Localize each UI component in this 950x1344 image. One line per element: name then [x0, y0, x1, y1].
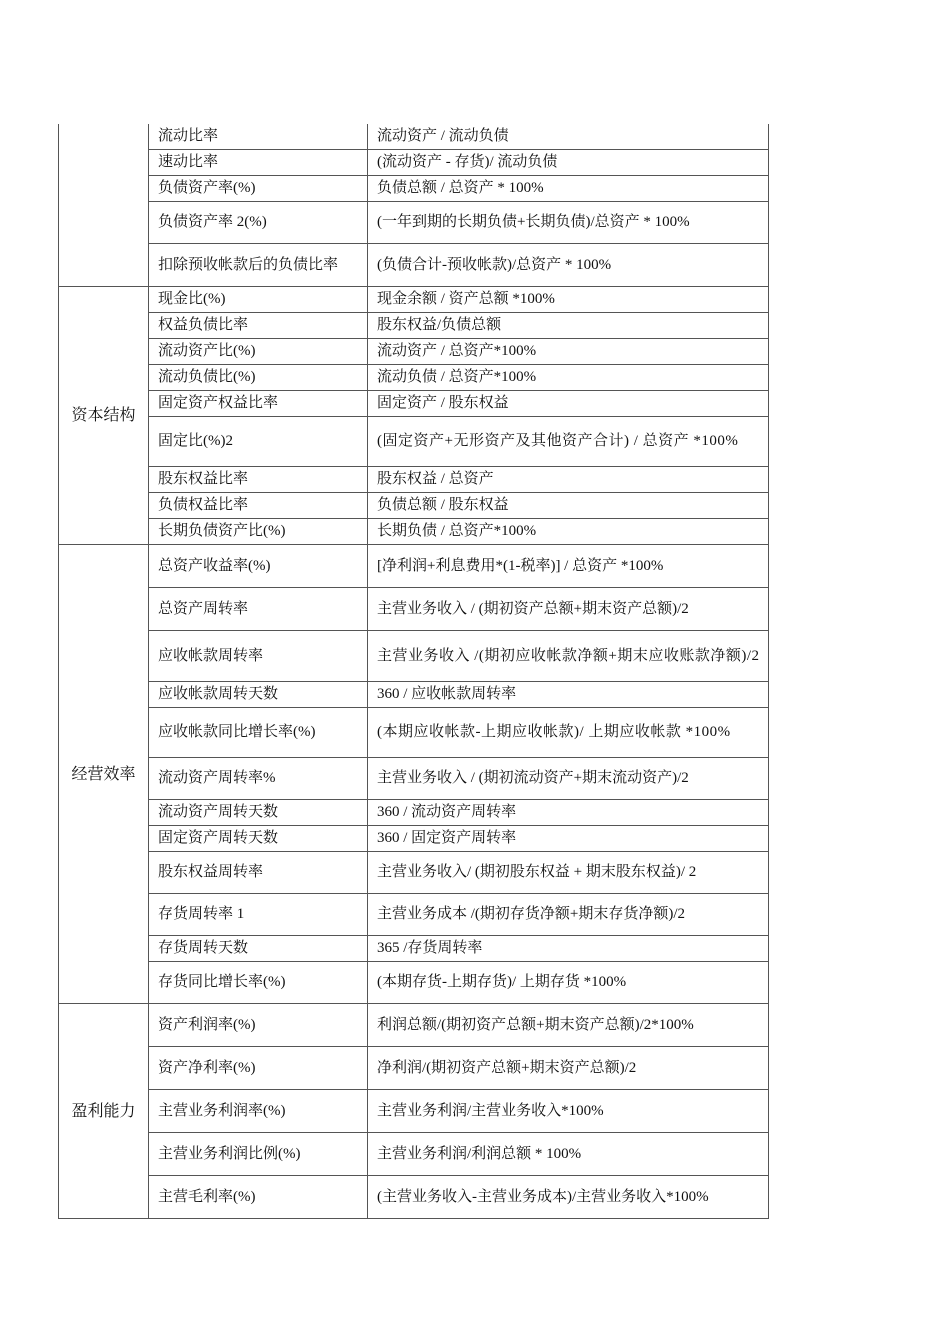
financial-ratio-table — [58, 124, 769, 1219]
table-row — [59, 150, 769, 176]
table-row — [59, 176, 769, 202]
table-row — [59, 826, 769, 852]
ratio-name: 应收帐款周转天数 — [149, 682, 368, 708]
table-row — [59, 202, 769, 244]
table-row — [59, 1133, 769, 1176]
ratio-name: 资产利润率(%) — [149, 1004, 368, 1047]
category-cell: 经营效率 — [59, 545, 149, 1004]
ratio-name: 负债权益比率 — [149, 493, 368, 519]
ratio-name: 流动资产周转率% — [149, 758, 368, 800]
ratio-name: 长期负债资产比(%) — [149, 519, 368, 545]
ratio-formula: 净利润/(期初资产总额+期末资产总额)/2 — [368, 1047, 769, 1090]
ratio-formula: 360 / 应收帐款周转率 — [368, 682, 769, 708]
ratio-name: 主营业务利润率(%) — [149, 1090, 368, 1133]
ratio-formula: (本期应收帐款-上期应收帐款)/ 上期应收帐款 *100% — [368, 708, 769, 758]
ratio-formula: 利润总额/(期初资产总额+期末资产总额)/2*100% — [368, 1004, 769, 1047]
table-row — [59, 365, 769, 391]
ratio-name: 负债资产率 2(%) — [149, 202, 368, 244]
ratio-formula: 股东权益/负债总额 — [368, 313, 769, 339]
ratio-name: 扣除预收帐款后的负债比率 — [149, 244, 368, 287]
ratio-name: 总资产收益率(%) — [149, 545, 368, 588]
ratio-formula: 主营业务收入 / (期初资产总额+期末资产总额)/2 — [368, 588, 769, 631]
table-row — [59, 1176, 769, 1219]
table-row — [59, 545, 769, 588]
table-row — [59, 1090, 769, 1133]
ratio-name: 流动资产周转天数 — [149, 800, 368, 826]
ratio-name: 速动比率 — [149, 150, 368, 176]
ratio-name: 流动比率 — [149, 124, 368, 150]
ratio-name: 固定比(%)2 — [149, 417, 368, 467]
table-row — [59, 287, 769, 313]
category-cell — [59, 124, 149, 287]
ratio-name: 流动负债比(%) — [149, 365, 368, 391]
table-row — [59, 1004, 769, 1047]
ratio-formula: [净利润+利息费用*(1-税率)] / 总资产 *100% — [368, 545, 769, 588]
table-row — [59, 962, 769, 1004]
ratio-formula: 现金余额 / 资产总额 *100% — [368, 287, 769, 313]
ratio-name: 股东权益周转率 — [149, 852, 368, 894]
ratio-name: 流动资产比(%) — [149, 339, 368, 365]
ratio-formula: 流动资产 / 总资产*100% — [368, 339, 769, 365]
ratio-formula: 主营业务利润/利润总额 * 100% — [368, 1133, 769, 1176]
ratio-formula: (本期存货-上期存货)/ 上期存货 *100% — [368, 962, 769, 1004]
table-row — [59, 244, 769, 287]
ratio-formula: 固定资产 / 股东权益 — [368, 391, 769, 417]
ratio-name: 资产净利率(%) — [149, 1047, 368, 1090]
table-row — [59, 519, 769, 545]
ratio-formula: 360 / 固定资产周转率 — [368, 826, 769, 852]
ratio-name: 存货同比增长率(%) — [149, 962, 368, 1004]
ratio-formula: (负债合计-预收帐款)/总资产 * 100% — [368, 244, 769, 287]
ratio-name: 应收帐款同比增长率(%) — [149, 708, 368, 758]
table-row — [59, 391, 769, 417]
table-row — [59, 1047, 769, 1090]
ratio-formula: 主营业务收入 / (期初流动资产+期末流动资产)/2 — [368, 758, 769, 800]
table-row — [59, 894, 769, 936]
ratio-formula: 长期负债 / 总资产*100% — [368, 519, 769, 545]
ratio-formula: (固定资产+无形资产及其他资产合计) / 总资产 *100% — [368, 417, 769, 467]
ratio-formula: 负债总额 / 总资产 * 100% — [368, 176, 769, 202]
category-cell: 盈利能力 — [59, 1004, 149, 1219]
table-row — [59, 631, 769, 682]
ratio-formula: (流动资产 - 存货)/ 流动负债 — [368, 150, 769, 176]
ratio-formula: 360 / 流动资产周转率 — [368, 800, 769, 826]
ratio-formula: 股东权益 / 总资产 — [368, 467, 769, 493]
table-row — [59, 708, 769, 758]
table-row — [59, 124, 769, 150]
table-row — [59, 800, 769, 826]
ratio-formula: 主营业务利润/主营业务收入*100% — [368, 1090, 769, 1133]
table-row — [59, 467, 769, 493]
ratio-formula: 主营业务收入 /(期初应收帐款净额+期末应收账款净额)/2 — [368, 631, 769, 682]
ratio-name: 主营业务利润比例(%) — [149, 1133, 368, 1176]
ratio-name: 现金比(%) — [149, 287, 368, 313]
ratio-name: 存货周转率 1 — [149, 894, 368, 936]
table-row — [59, 493, 769, 519]
ratio-name: 存货周转天数 — [149, 936, 368, 962]
ratio-formula: (主营业务收入-主营业务成本)/主营业务收入*100% — [368, 1176, 769, 1219]
ratio-name: 权益负债比率 — [149, 313, 368, 339]
table-row — [59, 758, 769, 800]
ratio-formula: 流动负债 / 总资产*100% — [368, 365, 769, 391]
ratio-formula: 主营业务成本 /(期初存货净额+期末存货净额)/2 — [368, 894, 769, 936]
ratio-name: 总资产周转率 — [149, 588, 368, 631]
table-row — [59, 852, 769, 894]
ratio-formula: 负债总额 / 股东权益 — [368, 493, 769, 519]
ratio-name: 股东权益比率 — [149, 467, 368, 493]
ratio-name: 固定资产周转天数 — [149, 826, 368, 852]
table-row — [59, 682, 769, 708]
ratio-name: 主营毛利率(%) — [149, 1176, 368, 1219]
ratio-formula: 365 /存货周转率 — [368, 936, 769, 962]
category-cell: 资本结构 — [59, 287, 149, 545]
table-row — [59, 936, 769, 962]
ratio-formula: (一年到期的长期负债+长期负债)/总资产 * 100% — [368, 202, 769, 244]
ratio-name: 应收帐款周转率 — [149, 631, 368, 682]
table-row — [59, 417, 769, 467]
table-row — [59, 339, 769, 365]
ratio-formula: 流动资产 / 流动负债 — [368, 124, 769, 150]
table-row — [59, 313, 769, 339]
ratio-formula: 主营业务收入/ (期初股东权益 + 期末股东权益)/ 2 — [368, 852, 769, 894]
ratio-name: 负债资产率(%) — [149, 176, 368, 202]
table-row — [59, 588, 769, 631]
ratio-name: 固定资产权益比率 — [149, 391, 368, 417]
